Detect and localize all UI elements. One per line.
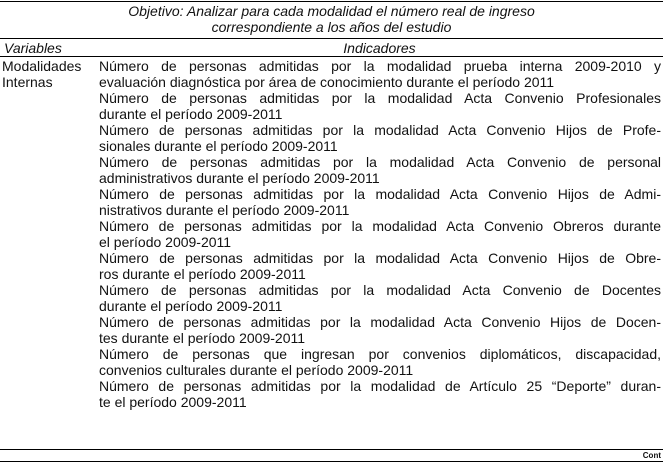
indicator-line: Número de personas admitidas por la modalidad Acta Convenio Obreros durante <box>99 218 661 234</box>
indicator-line: Número de personas admitidas por la modalidad de Artículo 25 “Deporte” duran- <box>99 378 661 394</box>
objective-line: Objetivo: Analizar para cada modalidad el número real de ingreso <box>128 3 535 19</box>
table-objective <box>0 3 663 35</box>
divider <box>0 449 663 450</box>
indicator-line: Número de personas admitidas por la modalidad Acta Convenio Hijos de Docen- <box>99 314 661 330</box>
indicator-item <box>99 154 661 186</box>
table-top-border <box>0 1 663 2</box>
variable-cell <box>2 58 97 90</box>
indicator-item <box>99 90 661 122</box>
indicator-line: Número de personas admitidas por la modalidad Acta Convenio Hijos de Admi- <box>99 186 661 202</box>
indicator-line: nistrativos durante el período 2009-2011 <box>99 202 350 218</box>
indicator-line: administrativos durante el período 2009-2011 <box>99 170 380 186</box>
table-bottom-border <box>0 461 663 462</box>
variable-line: Modalidades <box>2 58 82 74</box>
indicator-item <box>99 282 661 314</box>
indicator-line: el período 2009-2011 <box>99 234 232 250</box>
indicator-item <box>99 218 661 250</box>
header-variables: Variables <box>4 40 62 56</box>
indicator-line: Número de personas admitidas por la modalidad Acta Convenio de personal <box>99 154 661 170</box>
indicator-item <box>99 250 661 282</box>
header-indicators: Indicadores <box>343 40 416 56</box>
indicator-item <box>99 378 661 410</box>
indicator-line: durante el período 2009-2011 <box>99 298 283 314</box>
indicator-line: Número de personas admitidas por la modalidad prueba interna 2009-2010 y <box>99 58 661 74</box>
indicator-line: evaluación diagnóstica por área de conocimiento durante el período 2011 <box>99 74 555 90</box>
indicator-item <box>99 346 661 378</box>
indicator-line: convenios culturales durante el período 2009-2011 <box>99 362 414 378</box>
continued-label: Cont <box>642 451 661 460</box>
indicator-line: Número de personas admitidas por la modalidad Acta Convenio de Docentes <box>99 282 661 298</box>
indicator-line: ros durante el período 2009-2011 <box>99 266 306 282</box>
indicator-line: tes durante el período 2009-2011 <box>99 330 306 346</box>
indicator-line: sionales durante el período 2009-2011 <box>99 138 338 154</box>
indicator-item <box>99 58 661 90</box>
indicator-line: durante el período 2009-2011 <box>99 106 283 122</box>
indicator-item <box>99 186 661 218</box>
indicators-cell <box>99 58 661 410</box>
indicator-line: Número de personas admitidas por la modalidad Acta Convenio Hijos de Profe- <box>99 122 661 138</box>
indicator-line: te el período 2009-2011 <box>99 394 247 410</box>
divider <box>0 56 663 57</box>
indicator-item <box>99 314 661 346</box>
objective-line: correspondiente a los años del estudio <box>211 19 452 35</box>
indicator-item <box>99 122 661 154</box>
indicator-line: Número de personas que ingresan por convenios diplomáticos, discapacidad, <box>99 346 661 362</box>
indicator-line: Número de personas admitidas por la modalidad Acta Convenio Hijos de Obre- <box>99 250 661 266</box>
divider <box>0 38 663 39</box>
indicator-line: Número de personas admitidas por la modalidad Acta Convenio Profesionales <box>99 90 661 106</box>
variable-line: Internas <box>2 74 53 90</box>
